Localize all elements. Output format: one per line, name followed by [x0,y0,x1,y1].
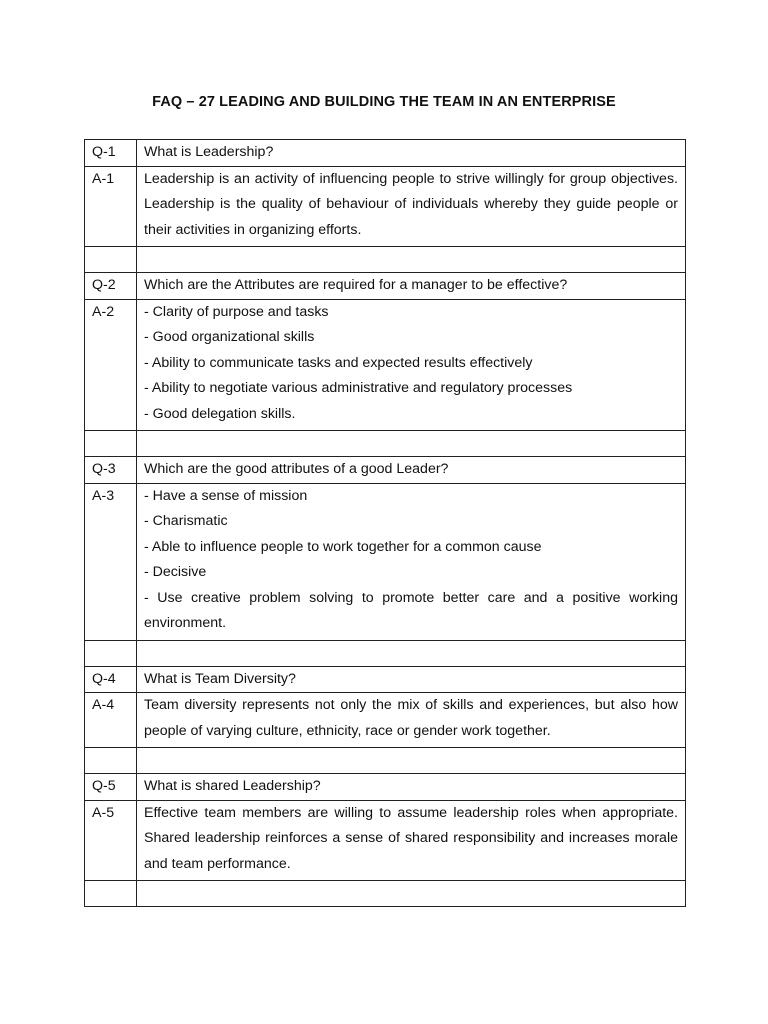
answer-bullet: - Ability to negotiate various administrative and regulatory processes [144,380,573,396]
question-row [85,273,686,300]
answer-label: A-1 [85,166,137,247]
answer-text [137,693,686,748]
question-label: Q-3 [85,457,137,484]
spacer-row [85,247,686,273]
answer-bullet: - Ability to communicate tasks and expected results effectively [144,354,533,371]
answer-label: A-3 [85,483,137,640]
spacer-row [85,640,686,666]
answer-bullet: - Good organizational skills [144,329,315,345]
answer-row [85,166,686,247]
answer-row [85,483,686,640]
question-text: What is shared Leadership? [137,774,686,801]
answer-label: A-5 [85,800,137,881]
answer-bullet: - Clarity of purpose and tasks [144,303,329,320]
answer-text [137,299,686,431]
question-text: Which are the good attributes of a good Leader? [137,457,686,484]
question-text: Which are the Attributes are required for a manager to be effective? [137,273,686,300]
question-text: What is Leadership? [137,140,686,167]
answer-row [85,299,686,431]
answer-paragraph: Effective team members are willing to assume leadership roles when appropriate. Shared leadership reinforces a sense of shared responsibility and increases morale and team performance. [144,804,678,872]
question-row [85,774,686,801]
answer-label: A-2 [85,299,137,431]
answer-text [137,800,686,881]
faq-table [84,139,686,907]
spacer-row [85,748,686,774]
answer-bullet: - Have a sense of mission [144,487,308,504]
answer-bullet: - Good delegation skills. [144,405,296,422]
answer-text [137,483,686,640]
answer-bullet: - Use creative problem solving to promote better care and a positive working environment. [144,589,678,631]
question-label: Q-2 [85,273,137,300]
answer-bullet: - Able to influence people to work together for a common cause [144,538,542,555]
spacer-row [85,881,686,907]
spacer-row [85,431,686,457]
question-label: Q-1 [85,140,137,167]
answer-row [85,693,686,748]
question-row [85,140,686,167]
answer-paragraph: Leadership is an activity of influencing people to strive willingly for group objectives. Leadership is the quality of behaviour of individuals whereby they guide people or their activities in organizing efforts. [144,170,678,238]
answer-bullet: - Decisive [144,564,207,580]
answer-row [85,800,686,881]
question-label: Q-4 [85,666,137,693]
question-label: Q-5 [85,774,137,801]
question-row [85,666,686,693]
page-title: FAQ – 27 LEADING AND BUILDING THE TEAM IN AN ENTERPRISE [152,94,616,110]
question-row [85,457,686,484]
answer-bullet: - Charismatic [144,513,228,529]
answer-label: A-4 [85,693,137,748]
question-text: What is Team Diversity? [137,666,686,693]
answer-paragraph: Team diversity represents not only the mix of skills and experiences, but also how people of varying culture, ethnicity, race or gender work together. [144,697,678,739]
answer-text [137,166,686,247]
